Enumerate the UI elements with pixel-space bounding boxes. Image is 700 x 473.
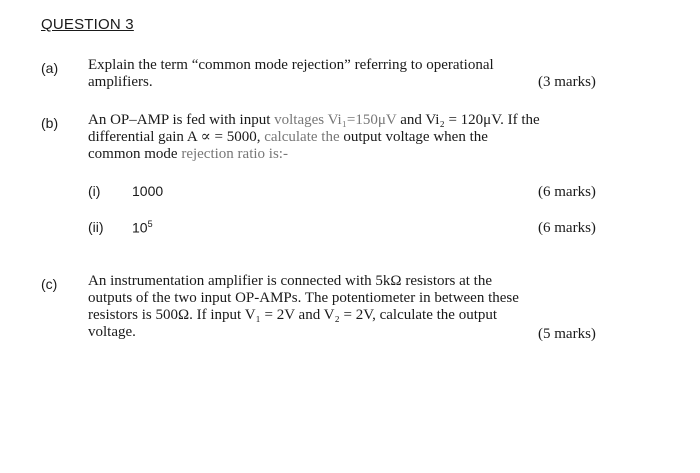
part-a-label: (a) bbox=[41, 60, 59, 76]
part-b-item-ii-label: (ii) bbox=[88, 219, 104, 235]
part-c-line-2: outputs of the two input OP-AMPs. The potentiometer in between these bbox=[88, 290, 519, 306]
part-b-label: (b) bbox=[41, 115, 59, 131]
part-b-item-ii-exponent: 5 bbox=[147, 219, 153, 229]
part-c-line-1: An instrumentation amplifier is connected with 5kΩ resistors at the bbox=[88, 273, 492, 289]
question-heading: QUESTION 3 bbox=[41, 16, 134, 33]
part-b-line-2-end: output voltage when the bbox=[339, 129, 488, 145]
part-b-item-ii-value bbox=[132, 219, 153, 236]
part-b-input-v1: voltages Vi₁=150μV bbox=[274, 112, 397, 128]
part-b-item-ii-base: 10 bbox=[132, 219, 148, 236]
part-b-item-ii-marks: (6 marks) bbox=[538, 220, 596, 236]
part-c-line-4: voltage. bbox=[88, 324, 136, 340]
part-b-line-3-faded: rejection ratio is:- bbox=[181, 146, 288, 162]
part-b-line-2-faded: calculate the bbox=[260, 129, 340, 145]
part-b-line-1 bbox=[88, 112, 540, 129]
part-b-differential-gain: A ∝ = 5000, bbox=[186, 129, 261, 145]
part-b-item-i-marks: (6 marks) bbox=[538, 184, 596, 200]
part-b-line-2-start: differential gain bbox=[88, 129, 187, 145]
part-b-line-3-start: common mode bbox=[88, 146, 182, 162]
part-c-label: (c) bbox=[41, 276, 58, 292]
part-b-item-i-label: (i) bbox=[88, 183, 101, 199]
part-b-input-v2: and Vi₂ = 120μV. If the bbox=[396, 112, 540, 128]
part-b-line-2 bbox=[88, 129, 488, 146]
part-b-line-1-start: An OP–AMP is fed with input bbox=[88, 112, 275, 128]
part-a-line-2: amplifiers. bbox=[88, 74, 153, 90]
part-a-marks: (3 marks) bbox=[538, 74, 596, 90]
part-b-item-i-value: 1000 bbox=[132, 183, 164, 199]
part-b-line-3 bbox=[88, 146, 288, 163]
part-c-line-3: resistors is 500Ω. If input V₁ = 2V and V₂ = 2V, calculate the output bbox=[88, 307, 498, 323]
part-c-marks: (5 marks) bbox=[538, 326, 596, 342]
part-a-line-1: Explain the term “common mode rejection” referring to operational bbox=[88, 57, 494, 73]
